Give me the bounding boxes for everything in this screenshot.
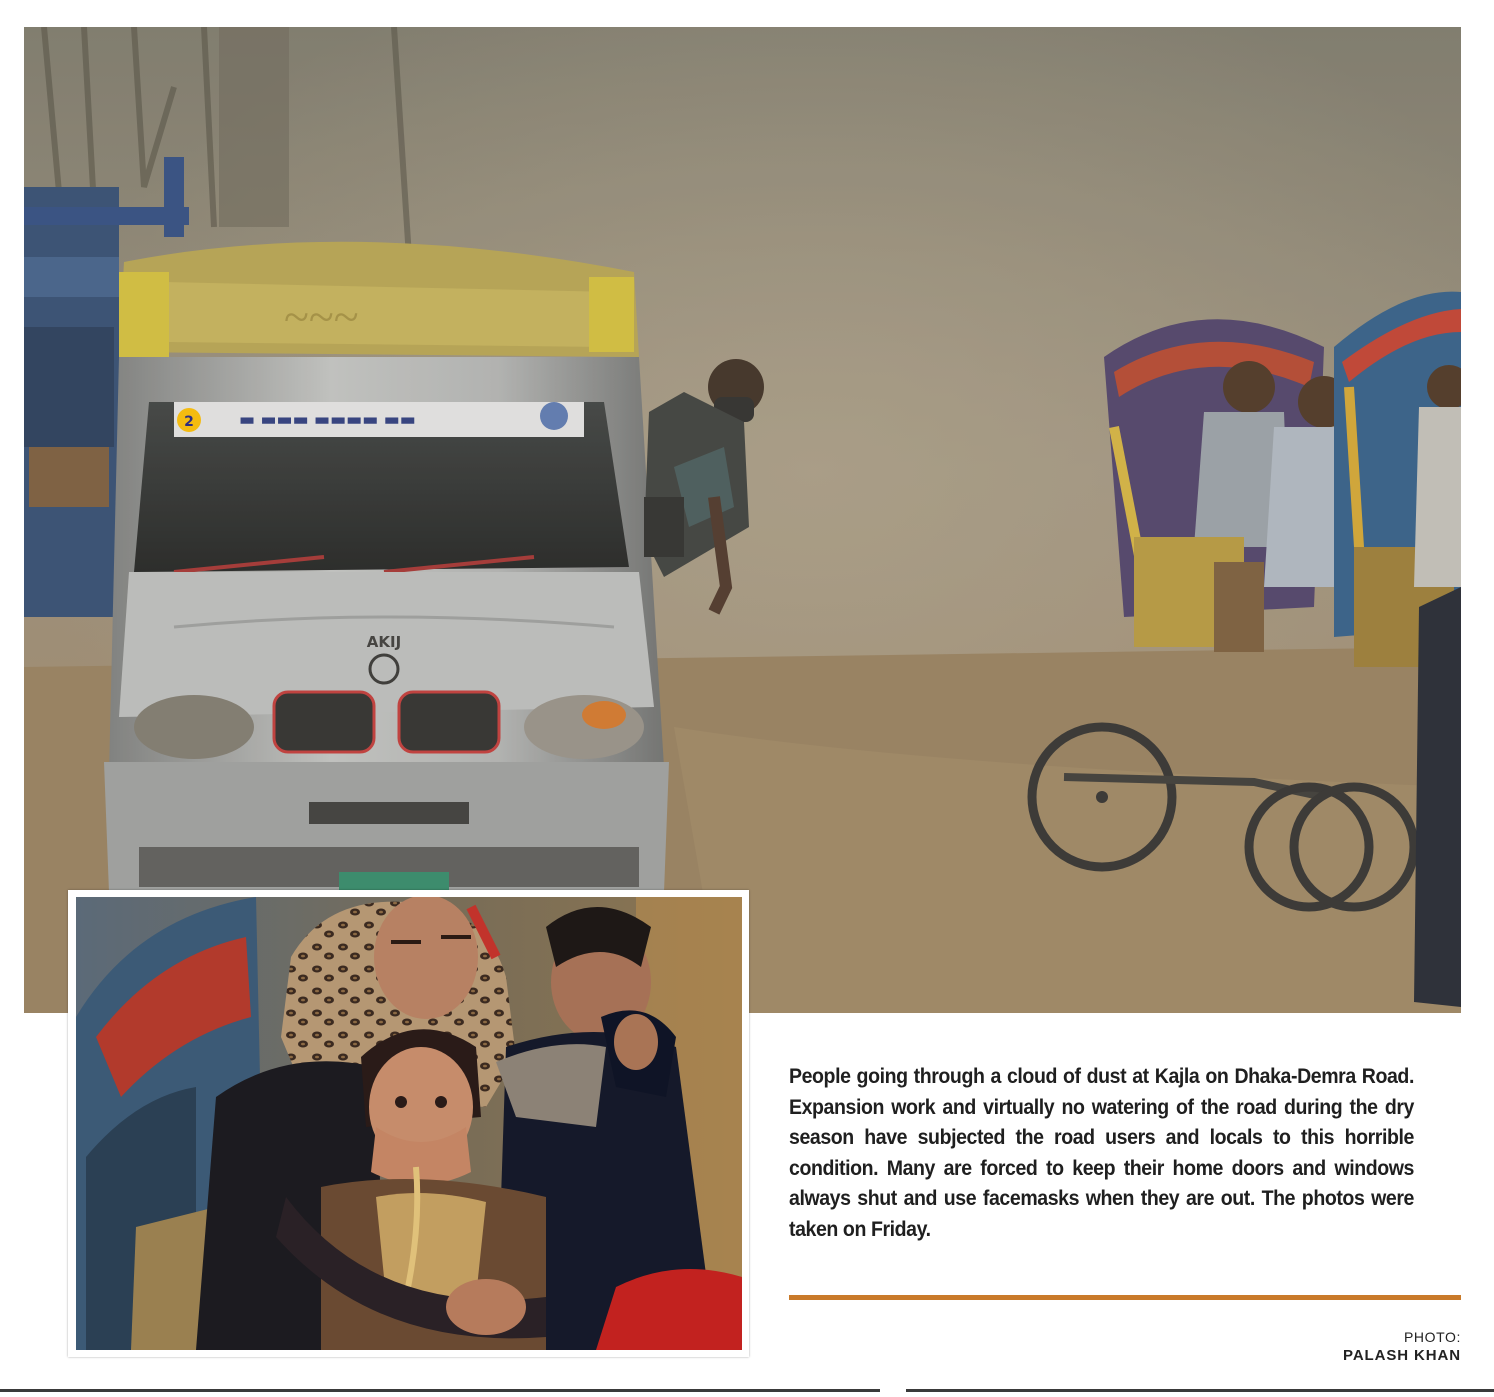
inset-photo <box>76 897 742 1350</box>
main-photo <box>24 27 1461 1013</box>
van-brand-badge: AKIJ <box>366 633 402 651</box>
photographer-name: PALASH KHAN <box>1343 1347 1461 1364</box>
svg-text:▬ ▬▬▬ ▬▬▬▬ ▬▬: ▬ ▬▬▬ ▬▬▬▬ ▬▬ <box>239 410 416 430</box>
divider-rule <box>789 1295 1461 1300</box>
photo-credit <box>1343 1328 1461 1366</box>
bottom-rule-left <box>0 1389 880 1392</box>
inset-photo-frame <box>68 890 749 1357</box>
photo-caption: People going through a cloud of dust at Kajla on Dhaka-Demra Road. Expansion work and virtually no watering of the road during the dry season have subjected the road users and locals to this horrible condition. Many are forced to keep their home doors and windows always shut and use facemasks when they are out. The photos were taken on Friday. <box>789 1065 1414 1241</box>
girls-covering-faces-scene <box>76 897 742 1350</box>
plate-badge: 2 <box>184 414 194 430</box>
photo-credit-label: PHOTO: <box>1403 1329 1461 1345</box>
svg-text:~~~: ~~~ <box>284 291 359 342</box>
dust-road-scene <box>24 27 1461 1013</box>
bottom-rule-right <box>906 1389 1494 1392</box>
